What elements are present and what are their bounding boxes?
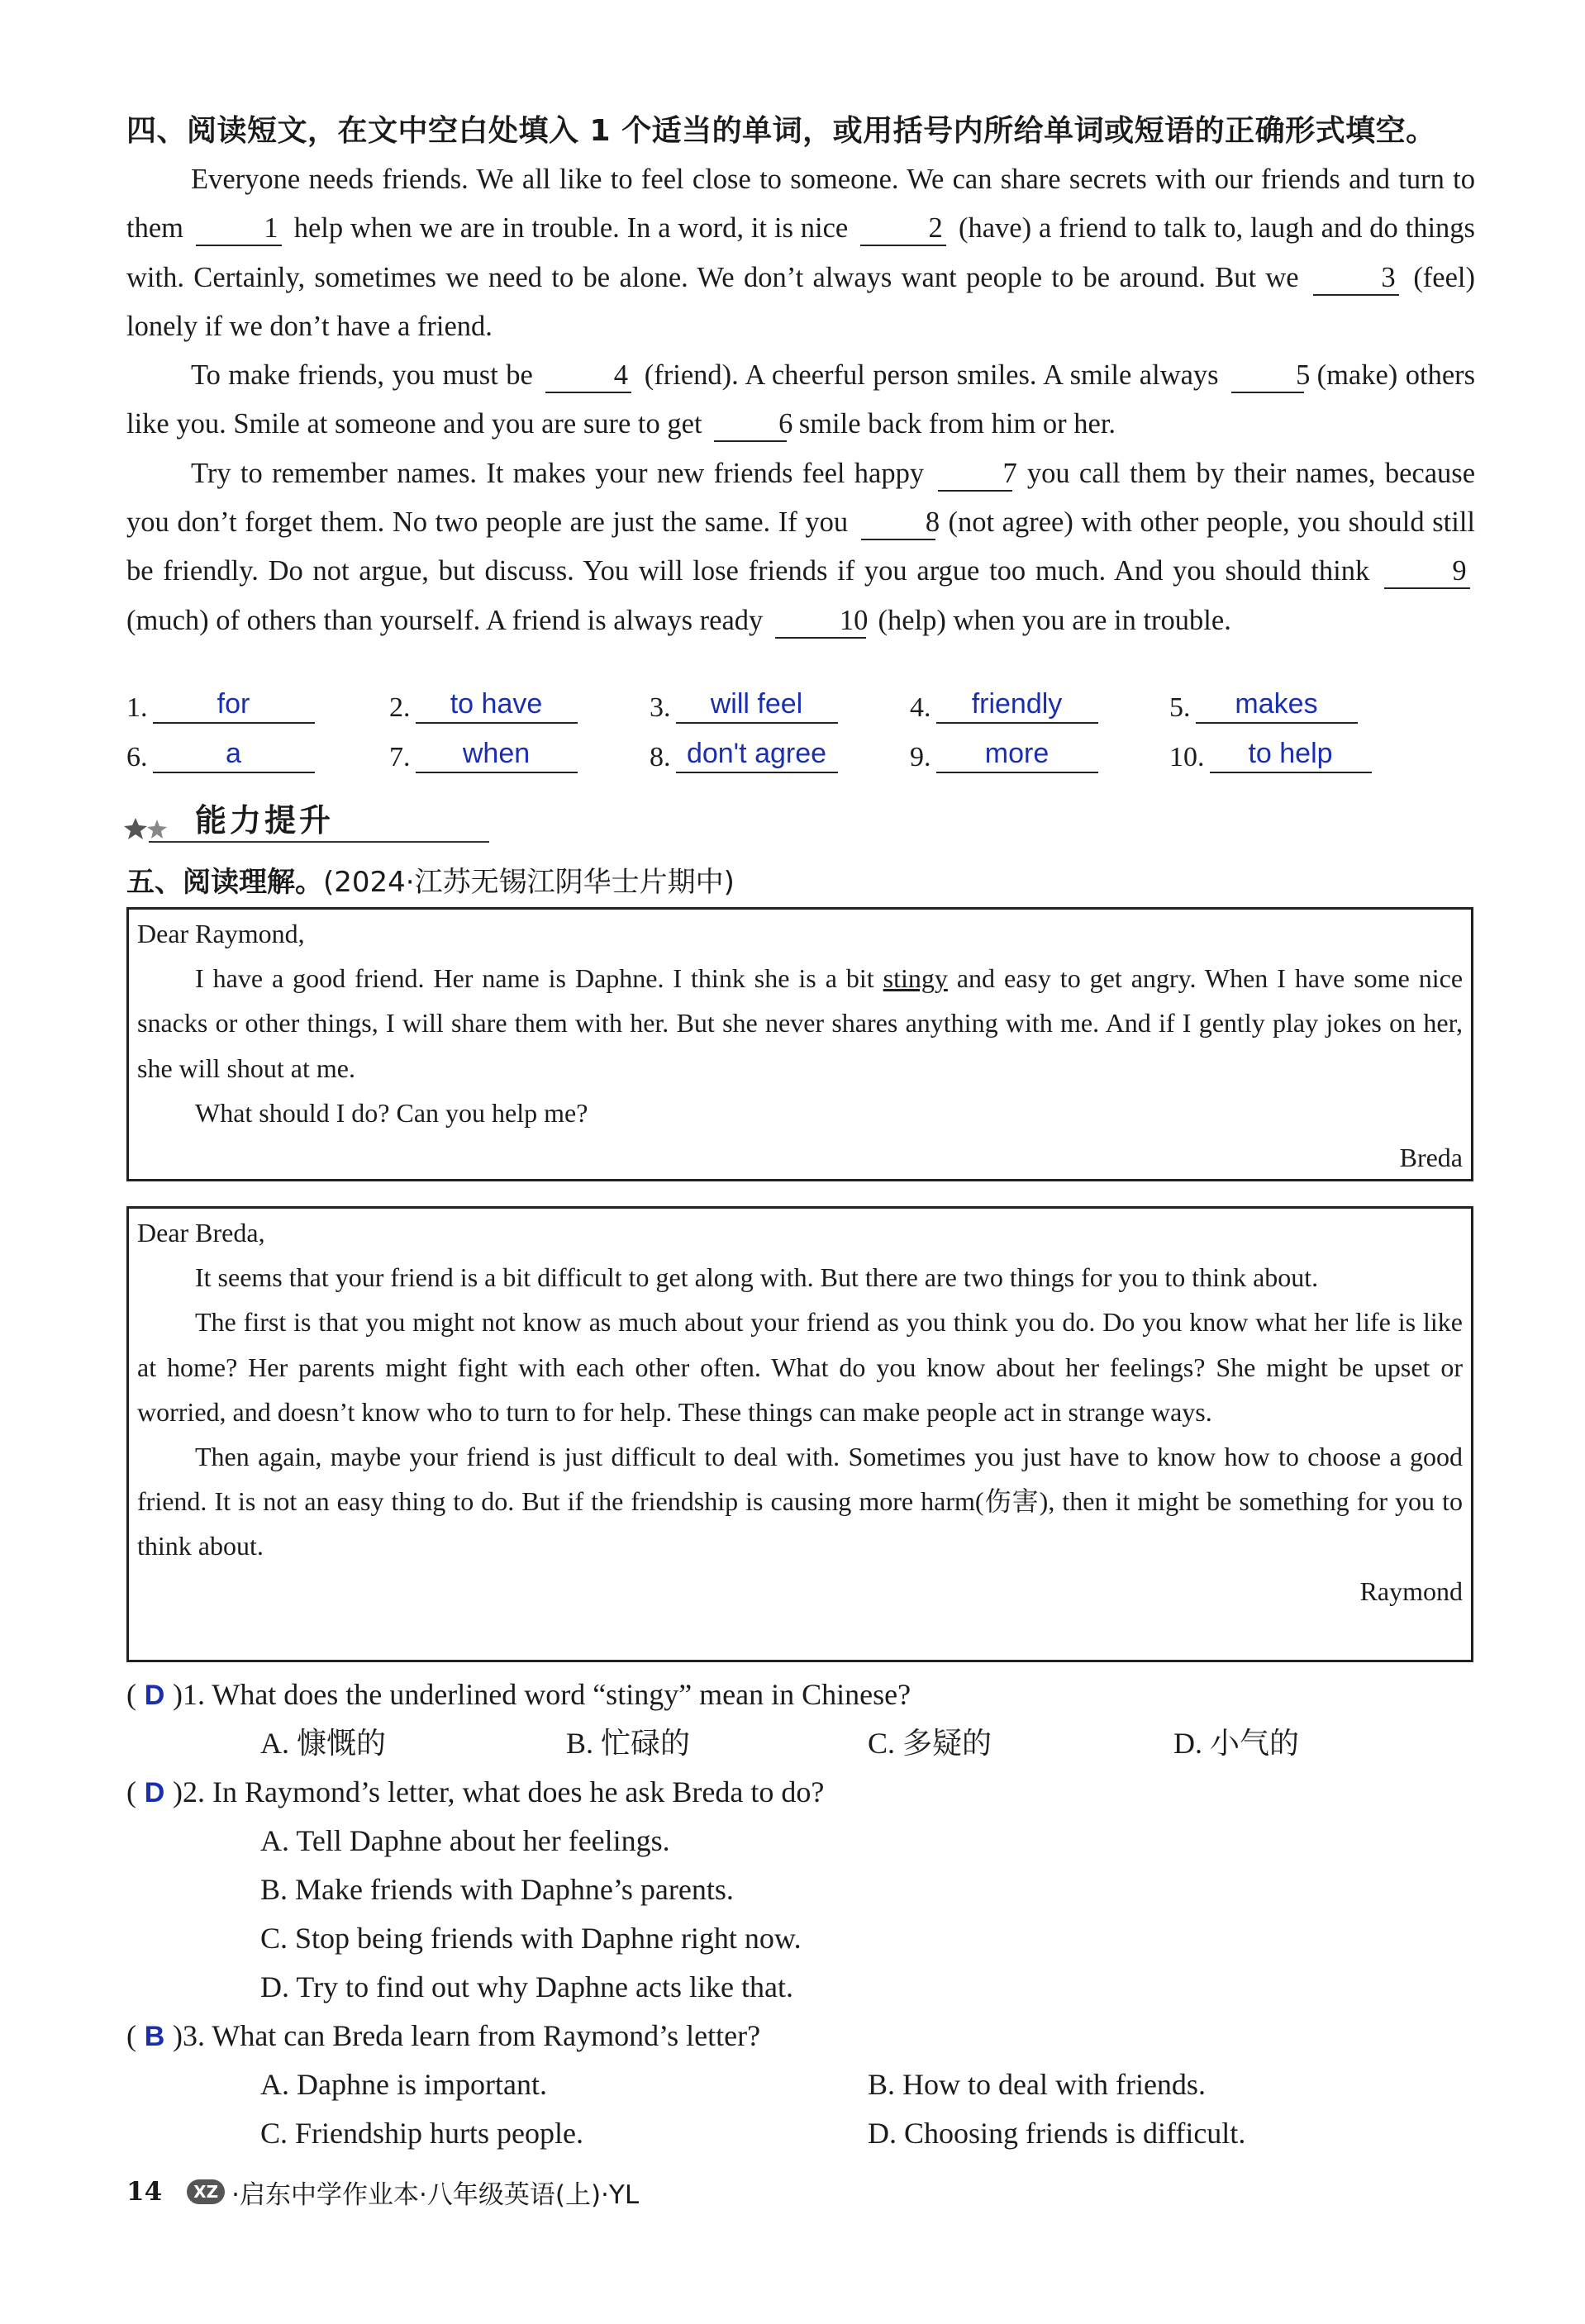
answer-text: to help (1210, 735, 1372, 773)
passage-text: help when we are in trouble. In a word, it is nice (293, 212, 849, 245)
question-list (126, 1671, 1482, 2158)
answer-number: 9. (910, 742, 931, 772)
passage-text: (feel) lonely if we don’t have a friend. (126, 261, 1475, 342)
section5-source: (2024·江苏无锡江阴华士片期中) (323, 866, 735, 899)
option: A. Tell Daphne about her feelings. (260, 1824, 670, 1857)
answer-paren: ( (126, 1678, 136, 1711)
answer-item (650, 686, 838, 724)
letter-paragraph (137, 956, 1463, 1091)
answer-key (126, 686, 1482, 785)
question-answer: D (144, 1777, 165, 1808)
footer-text: ·启东中学作业本·八年级英语(上)·YL (231, 2179, 640, 2210)
passage-text: To make friends, you must be (191, 359, 533, 392)
passage-paragraph-3 (126, 449, 1475, 645)
option: A. Daphne is important. (260, 2068, 547, 2101)
question-2-option (126, 1914, 1482, 1963)
letter-signature: Raymond (1359, 1575, 1463, 1606)
answer-number: 6. (126, 742, 148, 772)
option: B. How to deal with friends. (868, 2068, 1206, 2101)
question-3-options (126, 2060, 1482, 2109)
letter-paragraph: The first is that you might not know as much about your friend as you think you do. Do you know what her life is like at home? Her parents might fight with each other often. What do you know about her feelings? She might be upset or worried, and doesn’t know who to turn to for help. These things can make people act in strange ways. (137, 1307, 1463, 1427)
letter-raymond (126, 1206, 1473, 1662)
section5-title (126, 859, 1449, 900)
answer-row-2 (126, 735, 1482, 785)
passage-text: you call them by their names, because you don’t forget them. No two people are just the same. If you (126, 457, 1476, 539)
question-answer: D (144, 1680, 165, 1711)
question-2-option (126, 1865, 1482, 1914)
option: C. 多疑的 (868, 1727, 992, 1760)
page-footer (126, 2171, 639, 2212)
letter-breda (126, 907, 1473, 1181)
question-2-option (126, 1817, 1482, 1865)
letter-greeting: Dear Breda, (137, 1218, 265, 1248)
blank-5: 5 (1231, 359, 1304, 393)
answer-number: 4. (910, 692, 931, 723)
answer-item (389, 686, 578, 724)
answer-text: makes (1196, 686, 1358, 724)
answer-number: 5. (1169, 692, 1191, 723)
cloze-passage (126, 155, 1475, 645)
question-2-option (126, 1963, 1482, 2012)
passage-text: (much) of others than yourself. A friend is always ready (126, 604, 764, 636)
answer-paren: ( (126, 1775, 136, 1808)
answer-number: 7. (389, 742, 411, 772)
blank-8: 8 (861, 506, 935, 540)
answer-item (1169, 686, 1358, 724)
blank-6: 6 (714, 407, 787, 442)
passage-text: Everyone needs friends. We all like to feel close to someone. We can share secrets with our friends and turn to them (126, 164, 1475, 245)
ability-heading (124, 795, 372, 844)
answer-row-1 (126, 686, 1482, 735)
answer-text: a (153, 735, 315, 773)
answer-text: for (153, 686, 315, 724)
option: D. Choosing friends is difficult. (868, 2117, 1246, 2150)
question-3-options (126, 2109, 1482, 2158)
passage-text: (friend). A cheerful person smiles. A smile always (644, 359, 1219, 392)
star-icon (124, 816, 190, 841)
passage-text: Try to remember names. It makes your new friends feel happy (191, 457, 925, 489)
answer-number: 2. (389, 692, 411, 723)
passage-text: (have) a friend to talk to, laugh and do things with. Certainly, sometimes we need to be alone. We don’t always want people to be around. But we (126, 212, 1475, 293)
option: D. 小气的 (1173, 1727, 1299, 1760)
answer-item (389, 735, 578, 773)
passage-text: smile back from him or her. (798, 408, 1116, 440)
answer-item (126, 735, 315, 773)
question-2 (126, 1768, 1482, 1817)
underlined-word: stingy (883, 963, 948, 994)
option: C. Friendship hurts people. (260, 2117, 583, 2150)
option: C. Stop being friends with Daphne right now. (260, 1922, 802, 1955)
ability-label: 能力提升 (195, 802, 335, 839)
answer-number: 3. (650, 692, 671, 723)
letter-greeting: Dear Raymond, (137, 919, 305, 948)
passage-text: (make) others like you. Smile at someone and you are sure to get (126, 359, 1476, 440)
option: D. Try to find out why Daphne acts like that. (260, 1970, 793, 2003)
blank-7: 7 (938, 457, 1012, 492)
question-1-options (126, 1719, 1482, 1768)
passage-paragraph-2 (126, 351, 1475, 449)
answer-text: more (936, 735, 1098, 773)
answer-text: to have (416, 686, 578, 724)
passage-text: (not agree) with other people, you should still be friendly. Do not argue, but discuss. You will lose friends if you argue too much. And you should think (126, 506, 1476, 587)
answer-item (1169, 735, 1372, 773)
question-3 (126, 2012, 1482, 2060)
answer-item (650, 735, 838, 773)
passage-paragraph-1 (126, 155, 1475, 351)
question-stem: )2. In Raymond’s letter, what does he ask Breda to do? (173, 1775, 825, 1808)
passage-text: (help) when you are in trouble. (878, 604, 1231, 636)
answer-text: don't agree (676, 735, 838, 773)
answer-item (910, 735, 1098, 773)
answer-text: when (416, 735, 578, 773)
answer-text: will feel (676, 686, 838, 724)
question-answer: B (144, 2021, 165, 2052)
section5-title-text: 五、阅读理解。 (126, 866, 323, 899)
blank-10: 10 (775, 604, 866, 639)
letter-paragraph: It seems that your friend is a bit difficult to get along with. But there are two things for you to think about. (195, 1262, 1319, 1293)
letter-paragraph: What should I do? Can you help me? (195, 1097, 588, 1128)
letter-paragraph: Then again, maybe your friend is just difficult to deal with. Sometimes you just have to know how to choose a good friend. It is not an easy thing to do. But if the friendship is causing more harm(伤害), then it might be something for you to think about. (137, 1442, 1463, 1561)
answer-number: 1. (126, 692, 148, 723)
option: B. Make friends with Daphne’s parents. (260, 1873, 734, 1906)
answer-item (910, 686, 1098, 724)
answer-number: 8. (650, 742, 671, 772)
answer-number: 10. (1169, 742, 1205, 772)
question-1 (126, 1671, 1482, 1719)
section4-title: 四、阅读短文，在文中空白处填入 1 个适当的单词，或用括号内所给单词或短语的正确形式填空。 (126, 114, 1436, 148)
heading-underline (149, 841, 489, 843)
blank-3: 3 (1313, 261, 1399, 296)
page-number: 14 (126, 2177, 163, 2207)
blank-1: 1 (196, 211, 282, 246)
question-stem: )3. What can Breda learn from Raymond’s letter? (173, 2019, 761, 2052)
blank-9: 9 (1384, 554, 1470, 589)
blank-2: 2 (860, 211, 946, 246)
answer-text: friendly (936, 686, 1098, 724)
publisher-badge: XZ (187, 2179, 225, 2204)
blank-4: 4 (545, 359, 631, 393)
option: A. 慷慨的 (260, 1727, 386, 1760)
question-stem: )1. What does the underlined word “stingy” mean in Chinese? (173, 1678, 911, 1711)
letter-signature: Breda (1399, 1143, 1463, 1173)
option: B. 忙碌的 (566, 1727, 691, 1760)
answer-paren: ( (126, 2019, 136, 2052)
letter-text: I have a good friend. Her name is Daphne. I think she is a bit (195, 963, 874, 994)
answer-item (126, 686, 315, 724)
letter-text: and easy to get angry. When I have some nice snacks or other things, I will share them with her. But she never shares anything with me. And if I gently play jokes on her, she will shout at me. (137, 963, 1464, 1083)
